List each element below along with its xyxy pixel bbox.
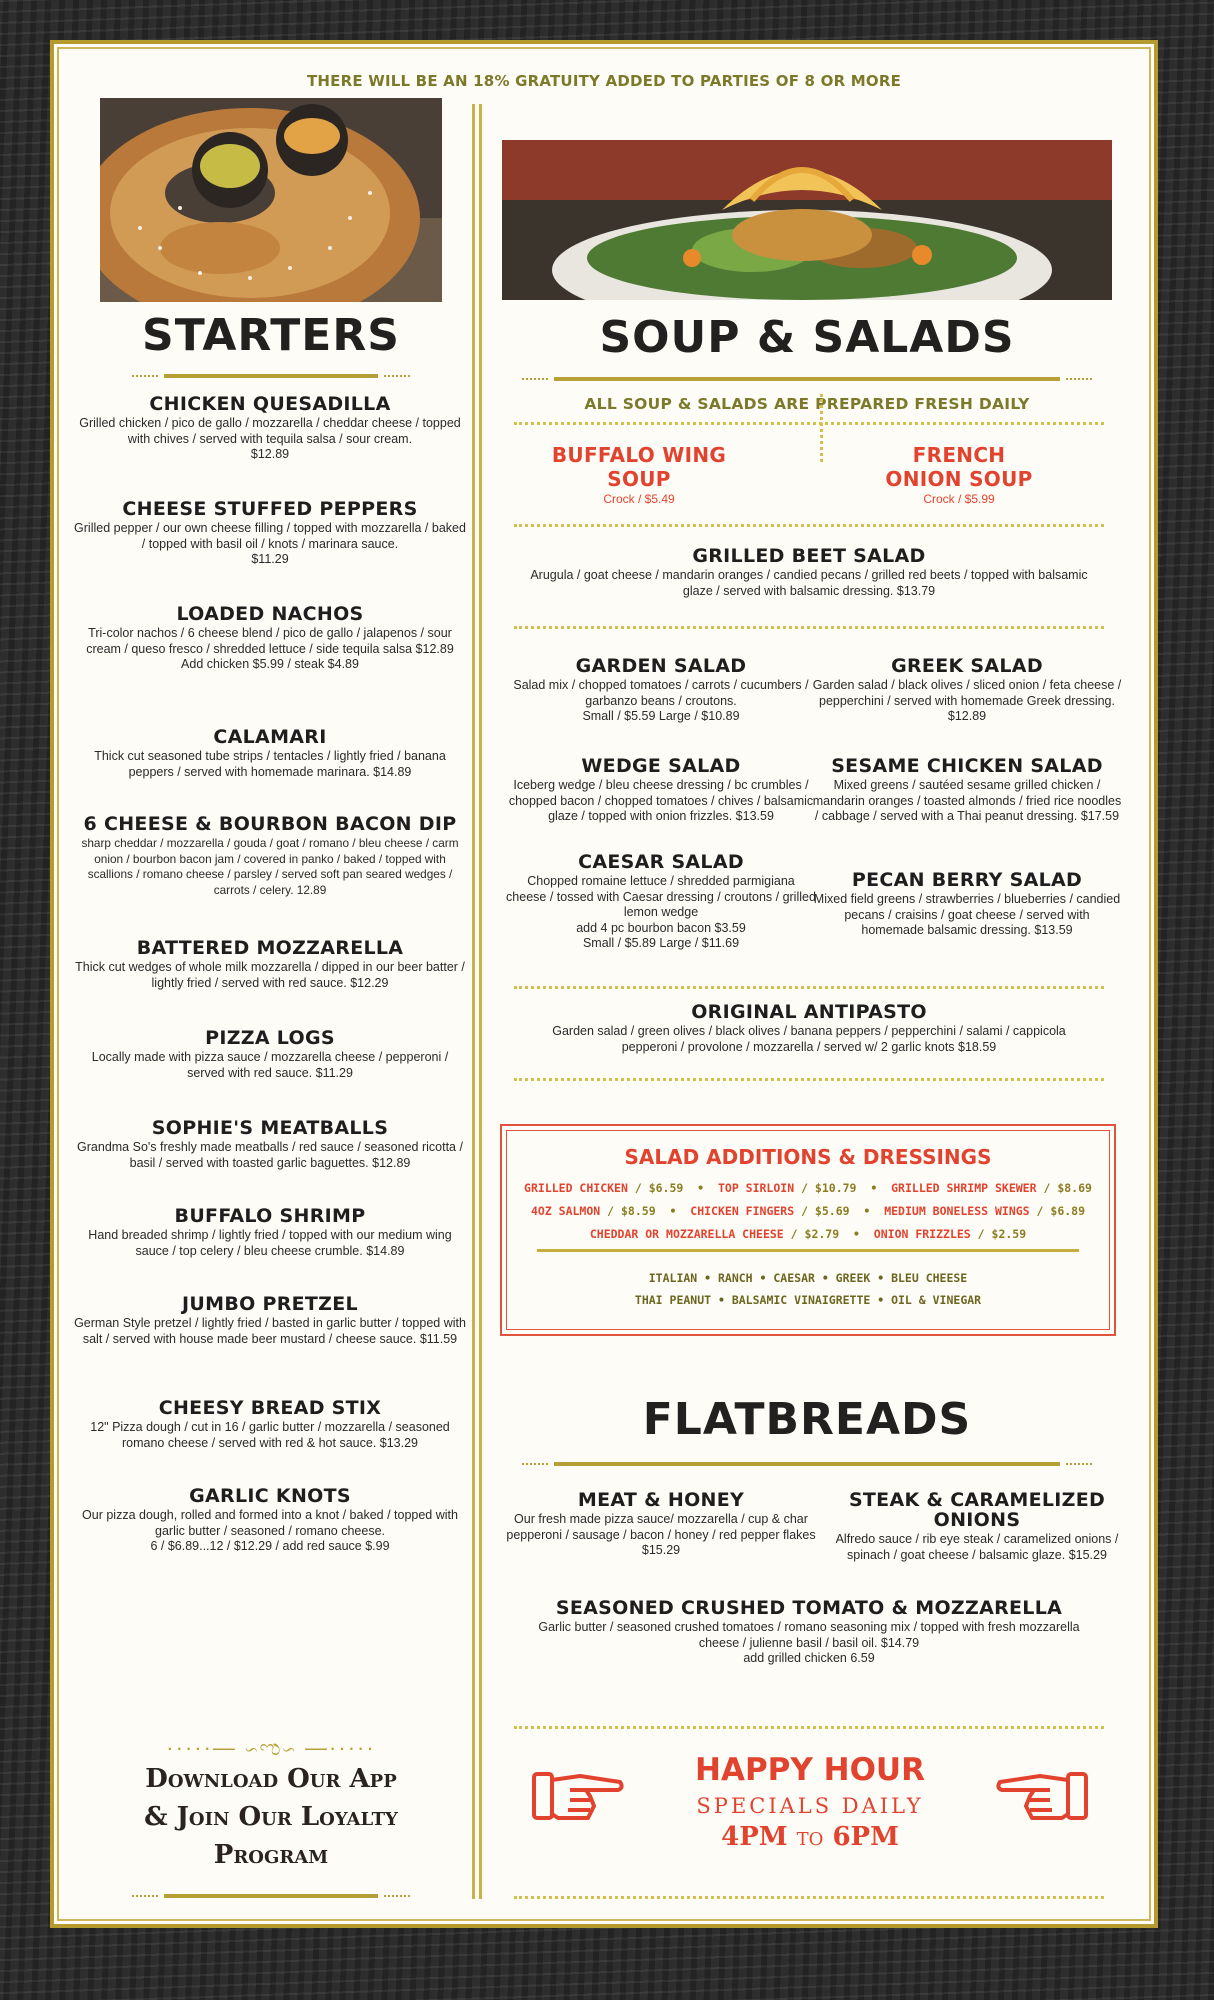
menu-page	[50, 40, 1158, 1928]
dotted-divider	[514, 524, 1104, 527]
menu-item	[506, 756, 816, 825]
item-name: STEAK & CARAMELIZED ONIONS	[848, 1489, 1106, 1531]
menu-item	[812, 756, 1122, 825]
item-name: GARLIC KNOTS	[189, 1485, 351, 1507]
item-desc: Chopped romaine lettuce / shredded parmigiana cheese / tossed with Caesar dressing / croutons / grilled lemon wedge	[506, 874, 816, 919]
item-name: CALAMARI	[213, 726, 327, 748]
menu-item	[74, 1028, 466, 1081]
item-name: CHICKEN QUESADILLA	[149, 393, 391, 415]
item-name: GRILLED BEET SALAD	[692, 545, 926, 567]
additions-title: SALAD ADDITIONS & DRESSINGS	[624, 1145, 992, 1169]
item-price: 6 / $6.89...12 / $12.29 / add red sauce $.99	[150, 1539, 390, 1553]
flatbreads-rule	[554, 1462, 1060, 1466]
item-name: LOADED NACHOS	[176, 603, 364, 625]
soup-separator	[820, 394, 823, 462]
dressings-row: THAI PEANUT • BALSAMIC VINAIGRETTE • OIL & VINEGAR	[634, 1293, 982, 1307]
item-name: SESAME CHICKEN SALAD	[831, 755, 1103, 777]
menu-item	[812, 870, 1122, 939]
item-desc: Garden salad / black olives / sliced onion / feta cheese / pepperchini / served with homemade Greek dressing. $12.89	[812, 678, 1122, 723]
dotted-divider	[514, 986, 1104, 989]
app-promo-rule	[164, 1894, 378, 1898]
soup-item	[844, 444, 1074, 508]
happy-hour-time: 4PM TO 6PM	[721, 1822, 899, 1852]
app-promo-line1: Download Our App	[145, 1764, 397, 1794]
soup-salads-title: SOUP & SALADS	[599, 312, 1015, 363]
happy-hour-sub: SPECIALS DAILY	[696, 1794, 924, 1818]
pointing-hand-left-icon	[994, 1760, 1090, 1830]
item-name: MEAT & HONEY	[577, 1489, 745, 1511]
dressings-row: ITALIAN • RANCH • CAESAR • GREEK • BLEU CHEESE	[648, 1271, 968, 1285]
item-desc: Garden salad / green olives / black olives / banana peppers / pepperchini / salami / cappicola pepperoni / provolone / mozzarella / served w/ 2 garlic knots $18.59	[552, 1024, 1066, 1054]
item-desc: Hand breaded shrimp / lightly fried / topped with our medium wing sauce / top celery / bleu cheese crumble. $14.89	[88, 1228, 452, 1258]
happy-hour-title: HAPPY HOUR	[695, 1752, 925, 1788]
salad-photo	[502, 140, 1112, 300]
soup-item	[524, 444, 754, 508]
additions-row: CHEDDAR OR MOZZARELLA CHEESE / $2.79 • ONION FRIZZLES / $2.59	[589, 1227, 1027, 1241]
item-desc: German Style pretzel / lightly fried / basted in garlic butter / topped with salt / served with house made beer mustard / cheese sauce. $11.59	[74, 1316, 466, 1346]
menu-item	[524, 546, 1094, 599]
starters-rule	[164, 374, 378, 378]
starters-title: STARTERS	[142, 310, 400, 361]
menu-item	[74, 499, 466, 568]
soup-name: BUFFALO WING	[551, 443, 727, 467]
dotted-divider	[514, 626, 1104, 629]
pretzel-photo	[100, 98, 442, 302]
item-desc: Garlic butter / seasoned crushed tomatoes / romano seasoning mix / topped with fresh mozzarella cheese / julienne basil / basil oil. $14.79	[538, 1620, 1080, 1650]
item-desc: Arugula / goat cheese / mandarin oranges / candied pecans / grilled red beets / topped with balsamic glaze / served with balsamic dressing. $13.79	[530, 568, 1088, 598]
menu-item	[506, 1490, 816, 1559]
item-desc: sharp cheddar / mozzarella / gouda / goat / romano / bleu cheese / carm onion / bourbon bacon jam / covered in panko / baked / topped with scallions / romano cheese / parsley / served soft pan seared wedges / carrots / celery. 12.89	[81, 836, 459, 897]
item-extra: add grilled chicken 6.59	[743, 1651, 875, 1665]
menu-item	[74, 1294, 466, 1347]
item-name: SOPHIE'S MEATBALLS	[151, 1117, 389, 1139]
menu-item	[74, 727, 466, 780]
item-name: GREEK SALAD	[891, 655, 1043, 677]
item-desc: Grilled chicken / pico de gallo / mozzarella / cheddar cheese / topped with chives / served with tequila salsa / sour cream.	[79, 416, 461, 446]
item-name: 6 CHEESE & BOURBON BACON DIP	[83, 813, 457, 835]
menu-item	[832, 1490, 1122, 1563]
item-name: ORIGINAL ANTIPASTO	[691, 1001, 927, 1023]
item-name: SEASONED CRUSHED TOMATO & MOZZARELLA	[555, 1597, 1063, 1619]
additions-divider	[537, 1249, 1079, 1252]
salad-additions-box	[500, 1124, 1116, 1336]
menu-item	[74, 394, 466, 463]
app-promo	[100, 1736, 442, 1874]
item-price: add 4 pc bourbon bacon $3.59	[576, 920, 746, 935]
menu-item	[74, 1486, 466, 1555]
menu-item	[74, 814, 466, 898]
item-price: $11.29	[251, 552, 289, 566]
menu-item	[534, 1002, 1084, 1055]
column-divider	[472, 104, 482, 1899]
item-price: Small / $5.59 Large / $10.89	[582, 709, 740, 723]
menu-item	[70, 1118, 470, 1171]
app-promo-line3: Program	[213, 1840, 329, 1870]
menu-item	[812, 656, 1122, 725]
soup-name: SOUP	[607, 467, 671, 491]
item-price: $12.89	[250, 447, 290, 461]
soup-price: Crock / $5.49	[603, 492, 675, 506]
soup-salads-rule	[554, 377, 1060, 381]
item-desc: Grandma So's freshly made meatballs / red sauce / seasoned ricotta / basil / served with toasted garlic baguettes. $12.89	[77, 1140, 463, 1170]
app-promo-line2: & Join Our Loyalty	[144, 1802, 398, 1832]
dotted-divider	[514, 1726, 1104, 1729]
item-name: BUFFALO SHRIMP	[174, 1205, 366, 1227]
flatbreads-title: FLATBREADS	[642, 1394, 972, 1445]
dotted-divider	[514, 1896, 1104, 1899]
gratuity-notice: THERE WILL BE AN 18% GRATUITY ADDED TO PARTIES OF 8 OR MORE	[306, 72, 902, 90]
item-name: PECAN BERRY SALAD	[851, 869, 1083, 891]
soup-price: Crock / $5.99	[923, 492, 995, 506]
item-price: Small / $5.89 Large / $11.69	[582, 936, 740, 950]
item-desc: Grilled pepper / our own cheese filling / topped with mozzarella / baked / topped with basil oil / knots / marinara sauce.	[74, 521, 466, 551]
menu-item	[74, 938, 466, 991]
item-desc: Our pizza dough, rolled and formed into a knot / baked / topped with garlic butter / seasoned / romano cheese.	[82, 1508, 458, 1538]
item-name: BATTERED MOZZARELLA	[136, 937, 404, 959]
item-desc: Thick cut seasoned tube strips / tentacles / lightly fried / banana peppers / served with homemade marinara. $14.89	[94, 749, 446, 779]
soup-name: ONION SOUP	[885, 467, 1033, 491]
menu-item	[84, 604, 456, 673]
item-name: CHEESY BREAD STIX	[158, 1397, 382, 1419]
soup-name: FRENCH	[912, 443, 1006, 467]
item-desc: 12" Pizza dough / cut in 16 / garlic butter / mozzarella / seasoned romano cheese / served with red & hot sauce. $13.29	[90, 1420, 450, 1450]
additions-row: 4OZ SALMON / $8.59 • CHICKEN FINGERS / $5.69 • MEDIUM BONELESS WINGS / $6.89	[530, 1204, 1086, 1218]
item-desc: Salad mix / chopped tomatoes / carrots / cucumbers / garbanzo beans / croutons.	[513, 678, 809, 708]
menu-item	[74, 1398, 466, 1451]
soup-salads-subtitle: ALL SOUP & SALADS ARE PREPARED FRESH DAILY	[584, 395, 1030, 413]
menu-item	[506, 852, 816, 952]
item-name: WEDGE SALAD	[581, 755, 741, 777]
scroll-ornament-icon: ·····— ∽ಌ∽ —·····	[166, 1735, 376, 1760]
item-desc: Alfredo sauce / rib eye steak / caramelized onions / spinach / goat cheese / balsamic glaze. $15.29	[835, 1532, 1119, 1562]
item-desc: Our fresh made pizza sauce/ mozzarella / cup & char pepperoni / sausage / bacon / honey / red pepper flakes $15.29	[506, 1512, 816, 1557]
item-name: PIZZA LOGS	[205, 1027, 335, 1049]
dotted-divider	[514, 422, 1104, 425]
item-name: CHEESE STUFFED PEPPERS	[122, 498, 418, 520]
item-desc: Thick cut wedges of whole milk mozzarella / dipped in our beer batter / lightly fried / served with red sauce. $12.29	[75, 960, 465, 990]
menu-item	[506, 656, 816, 725]
item-price: Add chicken $5.99 / steak $4.89	[181, 657, 359, 671]
menu-item	[524, 1598, 1094, 1667]
item-desc: Mixed greens / sautéed sesame grilled chicken / mandarin oranges / toasted almonds / fried rice noodles / cabbage / served with a Thai peanut dressing. $17.59	[812, 778, 1122, 823]
item-desc: Iceberg wedge / bleu cheese dressing / bc crumbles / chopped bacon / chopped tomatoes / chives / balsamic glaze / topped with onion frizzles. $13.59	[508, 778, 814, 823]
item-name: JUMBO PRETZEL	[182, 1293, 358, 1315]
item-desc: Mixed field greens / strawberries / blueberries / candied pecans / craisins / goat cheese / served with homemade balsamic dressing. $13.59	[813, 892, 1121, 937]
item-name: GARDEN SALAD	[575, 655, 747, 677]
pointing-hand-right-icon	[530, 1760, 626, 1830]
item-desc: Tri-color nachos / 6 cheese blend / pico de gallo / jalapenos / sour cream / queso fresco / shredded lettuce / side tequila salsa $12.89	[86, 626, 454, 656]
happy-hour	[530, 1752, 1090, 1860]
item-name: CAESAR SALAD	[578, 851, 744, 873]
menu-item	[74, 1206, 466, 1259]
item-desc: Locally made with pizza sauce / mozzarella cheese / pepperoni / served with red sauce. $11.29	[91, 1050, 449, 1080]
dotted-divider	[514, 1078, 1104, 1081]
additions-row: GRILLED CHICKEN / $6.59 • TOP SIRLOIN / $10.79 • GRILLED SHRIMP SKEWER / $8.69	[524, 1181, 1092, 1195]
